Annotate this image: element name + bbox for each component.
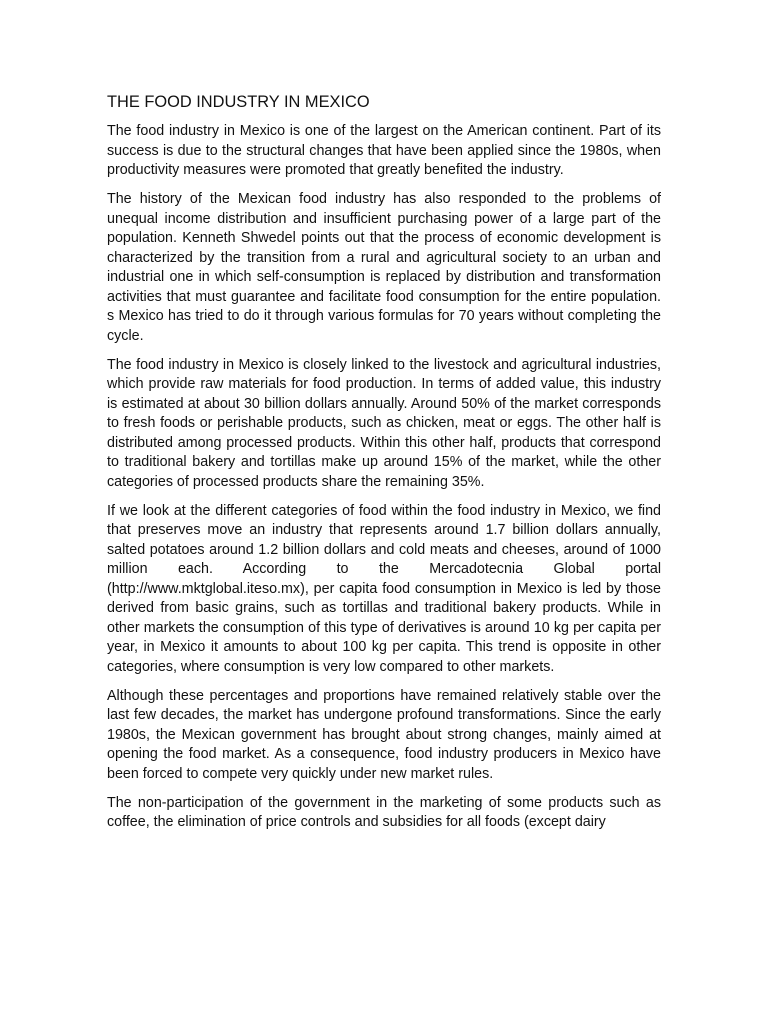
- paragraph-history: The history of the Mexican food industry has also responded to the problems of unequal income distribution and insufficient purchasing power of a large part of the population. Kenneth Shwedel points out that the process of economic development is characterized by the transition from a rural and agricultural society to an urban and industrial one in which self-consumption is replaced by distribution and transformation activities that must guarantee and facilitate food consumption for the entire population. s Mexico has tried to do it through various formulas for 70 years without completing the cycle.: [107, 191, 661, 344]
- document-title: THE FOOD INDUSTRY IN MEXICO: [107, 93, 370, 111]
- paragraph-transformations: Although these percentages and proportions have remained relatively stable over the last few decades, the market has undergone profound transformations. Since the early 1980s, the Mexican government has brought about strong changes, mainly aimed at opening the food market. As a consequence, food industry producers in Mexico have been forced to compete very quickly under new market rules.: [107, 687, 661, 782]
- paragraph-intro: The food industry in Mexico is one of the largest on the American continent. Part of its success is due to the structural changes that have been applied since the 1980s, when productivity measures were promoted that greatly benefited the industry.: [107, 123, 661, 178]
- document-page: [107, 92, 661, 842]
- paragraph-livestock: The food industry in Mexico is closely linked to the livestock and agricultural industries, which provide raw materials for food production. In terms of added value, this industry is estimated at about 30 billion dollars annually. Around 50% of the market corresponds to fresh foods or perishable products, such as chicken, meat or eggs. The other half is distributed among processed products. Within this other half, products that correspond to traditional bakery and tortillas make up around 15% of the market, while the other categories of processed products share the remaining 35%.: [107, 356, 661, 490]
- paragraph-government: The non-participation of the government in the marketing of some products such as coffee, the elimination of price controls and subsidies for all foods (except dairy: [107, 794, 661, 830]
- paragraph-categories: If we look at the different categories of food within the food industry in Mexico, we find that preserves move an industry that represents around 1.7 billion dollars annually, salted potatoes around 1.2 billion dollars and cold meats and cheeses, around of 1000 million each. According to the Mercadotecnia Global portal (http://www.mktglobal.iteso.mx), per capita food consumption in Mexico is led by those derived from basic grains, such as tortillas and traditional bakery products. While in other markets the consumption of this type of derivatives is around 10 kg per capita per year, in Mexico it amounts to about 100 kg per capita. This trend is opposite in other categories, where consumption is very low compared to other markets.: [107, 502, 661, 675]
